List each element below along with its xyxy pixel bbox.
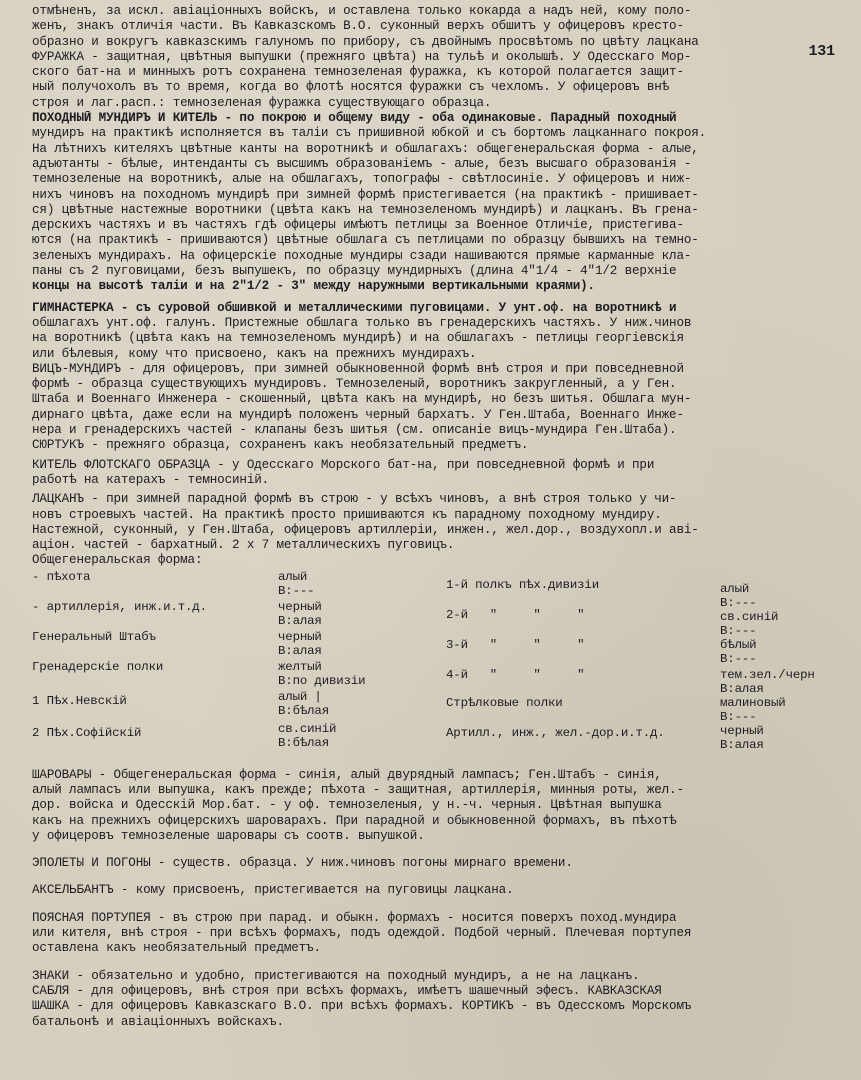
text-line: ный получохолъ въ то время, когда во флотѣ носятся фуражки съ чехломъ. У офицеровъ внѣ (32, 80, 670, 95)
color-unit: - пѣхота (32, 569, 91, 584)
color-value: В:алая (278, 613, 322, 628)
text-line: ПОХОДНЫЙ МУНДИРЪ И КИТЕЛЬ - по покрою и общему виду - оба одинаковые. Парадный походный (32, 111, 677, 126)
color-value: алый (278, 569, 308, 584)
text-line: На лѣтнихъ кителяхъ цвѣтные канты на воротникѣ и обшлагахъ: общегенеральская форма - алые, (32, 141, 699, 156)
color-value: В:алая (278, 643, 322, 658)
text-line: зеленыхъ мундирахъ. На офицерскіе походные мундиры сзади нашиваются прямые карманные кла- (32, 248, 692, 263)
text-line: мундиръ на практикѣ исполняется въ таліи съ пришивной юбкой и съ бортомъ лацканнаго покроя. (32, 126, 707, 141)
color-value: В:по дивизіи (278, 673, 366, 688)
color-value: тем.зел./черн (720, 667, 815, 682)
text-line: оставлена какъ необязательный предметъ. (32, 941, 321, 956)
text-line: обшлагахъ унт.оф. галунъ. Пристежные обшлага только въ гренадерскихъ частяхъ. У ниж.чинов (32, 315, 692, 330)
color-value: св.синій (720, 609, 779, 624)
text-line: формѣ - образца существующихъ мундировъ. Темнозеленый, воротникъ закругленный, а у Ген. (32, 377, 677, 392)
color-value: В:--- (720, 709, 757, 724)
text-line: ся) цвѣтные настежные воротники (цвѣта какъ на темнозеленомъ мундирѣ) и лацканъ. Въ грена- (32, 202, 699, 217)
text-line: батальонѣ и авіаціонныхъ войскахъ. (32, 1014, 284, 1029)
color-unit: 2 Пѣх.Софійскій (32, 725, 142, 740)
text-line: Настежной, суконный, у Ген.Штаба, офицеровъ артиллеріи, инжен., жел.дор., воздухопл.и аві- (32, 522, 699, 537)
text-line: дерскихъ частяхъ и въ частяхъ гдѣ офицеры имѣютъ петлицы за Военное Отличіе, пристегива- (32, 218, 684, 233)
text-line: строя и лаг.расп.: темнозеленая фуражка существующаго образца. (32, 95, 492, 110)
text-line: у офицеровъ темнозеленые шаровары съ соотв. выпушкой. (32, 828, 425, 843)
text-line: КИТЕЛЬ ФЛОТСКАГО ОБРАЗЦА - у Одесскаго Морского бат-на, при повседневной формѣ и при (32, 457, 655, 472)
color-unit: 3-й " " " (446, 637, 585, 652)
text-line: ВИЦЪ-МУНДИРЪ - для офицеровъ, при зимней обыкновенной формѣ внѣ строя и при повседневной (32, 361, 684, 376)
text-line: нихъ чиновъ на походномъ мундирѣ при зимней формѣ пристегивается (на практикѣ - пришивает- (32, 187, 699, 202)
text-line: на воротникѣ (цвѣта какъ на темнозеленомъ мундирѣ) и на обшлагахъ - петлицы георгіевскія (32, 331, 684, 346)
text-line: работѣ на катерахъ - темносиній. (32, 472, 270, 487)
text-line: или бѣлевыя, кому что присвоено, какъ на прежнихъ мундирахъ. (32, 346, 477, 361)
text-line: ются (на практикѣ - пришиваются) цвѣтные обшлага съ петлицами по образцу бывшихъ на темно- (32, 233, 699, 248)
color-value: бѣлый (720, 637, 757, 652)
page-number: 131 (808, 43, 835, 60)
text-line: или кителя, внѣ строя - при всѣхъ формахъ, подъ одеждой. Подбой черный. Плечевая портупея (32, 926, 692, 941)
color-value: В:алая (720, 681, 764, 696)
color-value: черный (278, 629, 322, 644)
text-line: ШАШКА - для офицеровъ Кавказскаго В.О. при всѣхъ формахъ. КОРТИКЪ - въ Одесскомъ Морскомъ (32, 999, 692, 1014)
color-value: алый | (278, 689, 322, 704)
color-unit: Генеральный Штабъ (32, 629, 156, 644)
text-line: образно и вокругъ кавказскимъ галуномъ по прибору, съ двойнымъ просвѣтомъ по цвѣту лацкана (32, 34, 699, 49)
color-value: В:--- (720, 623, 757, 638)
color-unit: 4-й " " " (446, 667, 585, 682)
color-value: В:бѣлая (278, 735, 329, 750)
text-line: какъ на прежнихъ офицерскихъ шароварахъ. При парадной и обыкновенной формахъ, въ пѣхотѣ (32, 813, 677, 828)
text-line: ЗНАКИ - обязательно и удобно, пристегиваются на походный мундиръ, а не на лацканъ. (32, 968, 640, 983)
color-unit: Артилл., инж., жел.-дор.и.т.д. (446, 725, 665, 740)
text-line: отмѣненъ, за искл. авіаціонныхъ войскъ, и оставлена только кокарда а надъ ней, кому поло- (32, 4, 692, 18)
color-value: черный (720, 723, 764, 738)
text-line: САБЛЯ - для офицеровъ, внѣ строя при всѣхъ формахъ, имѣетъ шашечный эфесъ. КАВКАЗСКАЯ (32, 983, 662, 998)
section-trousers-arms (32, 768, 847, 1030)
text-line: дирнаго цвѣта, даже если на мундирѣ положенъ черный бархатъ. У Ген.Штаба, Военнаго Инже- (32, 407, 684, 422)
color-unit: Стрѣлковые полки (446, 695, 563, 710)
text-line: ЭПОЛЕТЫ И ПОГОНЫ - существ. образца. У ниж.чиновъ погоны мирнаго времени. (32, 856, 573, 871)
text-line: адъютанты - бѣлые, интенданты съ высшимъ образованіемъ - алые, безъ высшаго образованія - (32, 156, 692, 171)
section-headgear-tunic (32, 4, 847, 295)
color-unit: Гренадерскіе полки (32, 659, 164, 674)
text-line: новъ строевыхъ частей. На практикѣ просто пришиваются къ парадному походному мундиру. (32, 507, 662, 522)
color-unit: 1 Пѣх.Невскій (32, 693, 127, 708)
color-value: В:алая (720, 737, 764, 752)
text-line: АКСЕЛЬБАНТЪ - кому присвоенъ, пристегивается на пуговицы лацкана. (32, 883, 514, 898)
text-line: темнозеленые на воротникѣ, алые на обшлагахъ, топографы - свѣтлосиніе. У офицеровъ и ниж- (32, 172, 692, 187)
color-value: св.синій (278, 721, 337, 736)
text-line: ШАРОВАРЫ - Общегенеральская форма - синія, алый двурядный лампасъ; Ген.Штабъ - синія, (32, 767, 662, 782)
text-line: ПОЯСНАЯ ПОРТУПЕЯ - въ строю при парад. и обыкн. формахъ - носится поверхъ поход.мундира (32, 910, 677, 925)
text-line: СЮРТУКЪ - прежняго образца, сохраненъ какъ необязательный предметъ. (32, 438, 529, 453)
text-line: женъ, знакъ отличія части. Въ Кавказскомъ В.О. суконный верхъ обшитъ у офицеровъ кресто- (32, 19, 684, 34)
text-line: аціон. частей - бархатный. 2 х 7 металлическихъ пуговицъ. (32, 538, 455, 553)
text-line: ского бат-на и минныхъ ротъ сохранена темнозеленая фуражка, къ которой полагается защит- (32, 65, 684, 80)
text-line: нера и гренадерскихъ частей - клапаны безъ шитья (см. описаніе вицъ-мундира Ген.Штаба). (32, 423, 677, 438)
text-line: ГИМНАСТЕРКА - съ суровой обшивкой и металлическими пуговицами. У унт.оф. на воротникѣ и (32, 300, 677, 315)
color-unit: - артиллерія, инж.и.т.д. (32, 599, 207, 614)
text-line: дор. войска и Одесскій Мор.бат. - у оф. темнозеленыя, у н.-ч. черныя. Цвѣтная выпушка (32, 798, 662, 813)
color-value: В:--- (720, 595, 757, 610)
color-unit: 1-й полкъ пѣх.дивизіи (446, 577, 599, 592)
text-line: ЛАЦКАНЪ - при зимней парадной формѣ въ строю - у всѣхъ чиновъ, а внѣ строя только у чи- (32, 492, 677, 507)
color-unit: 2-й " " " (446, 607, 585, 622)
text-line: Общегенеральская форма: (32, 553, 203, 568)
text-line: Штаба и Военнаго Инженера - скошенный, цвѣта какъ на мундирѣ, но безъ шитья. Обшлага мун- (32, 392, 692, 407)
color-value: В:--- (278, 583, 315, 598)
lapel-colors-table (32, 570, 847, 756)
color-value: малиновый (720, 695, 786, 710)
text-line: алый лампасъ или выпушка, какъ прежде; пѣхота - защитная, артиллерія, минныя роты, жел.- (32, 782, 684, 797)
text-line: концы на высотѣ таліи и на 2"1/2 - 3" между наружными вертикальными краями). (32, 279, 595, 294)
color-value: желтый (278, 659, 322, 674)
color-value: В:--- (720, 651, 757, 666)
color-value: черный (278, 599, 322, 614)
color-value: В:бѣлая (278, 703, 329, 718)
text-line: паны съ 2 пуговицами, безъ выпушекъ, по образцу мундирныхъ (длина 4"1/4 - 4"1/2 верхніе (32, 264, 677, 279)
color-value: алый (720, 581, 750, 596)
text-line: ФУРАЖКА - защитная, цвѣтныя выпушки (прежняго цвѣта) на тульѣ и околышѣ. У Одесскаго Мор- (32, 49, 692, 64)
section-gymnastyorka-lapel (32, 301, 847, 569)
